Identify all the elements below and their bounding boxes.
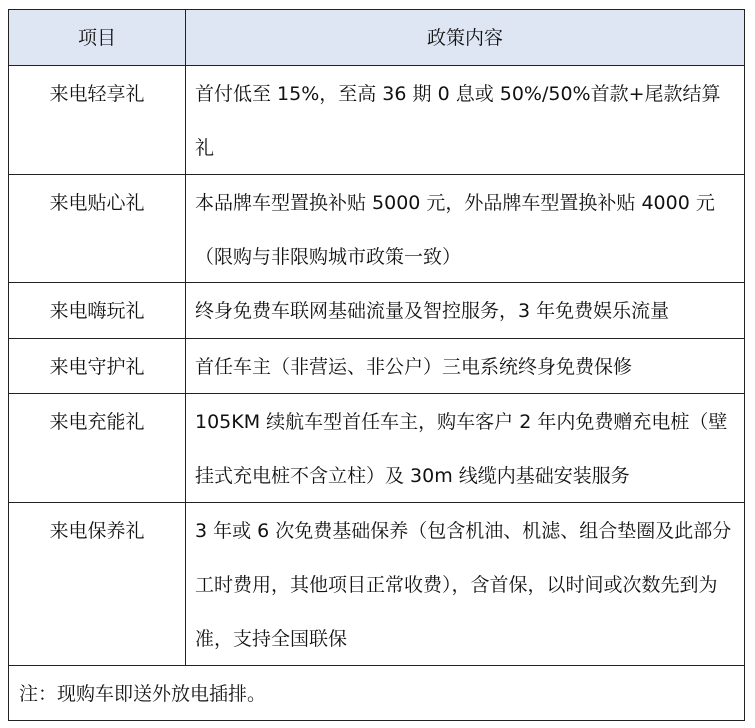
policy-table: [8, 9, 745, 721]
row-item: 来电保养礼: [9, 503, 186, 665]
table-row: [9, 175, 744, 283]
row-item: 来电守护礼: [9, 339, 186, 393]
row-policy: [186, 175, 744, 282]
row-policy: [186, 66, 744, 174]
table-header: [9, 10, 744, 66]
row-policy-text: 105KM 续航车型首任车主，购车客户 2 年内免费赠充电桩（壁挂式充电桩不含立柱）及 30m 线缆内基础安装服务: [195, 411, 728, 487]
row-policy-text: 首任车主（非营运、非公户）三电系统终身免费保修: [195, 356, 633, 378]
row-item: 来电轻享礼: [9, 66, 186, 174]
row-item: 来电贴心礼: [9, 175, 186, 282]
row-policy-text: 本品牌车型置换补贴 5000 元，外品牌车型置换补贴 4000 元（限购与非限购城市政策一致）: [195, 192, 715, 268]
row-item: 来电充能礼: [9, 394, 186, 502]
header-policy: 政策内容: [426, 27, 503, 49]
row-policy: [186, 283, 744, 338]
row-policy-text: 首付低至 15%，至高 36 期 0 息或 50%/50%首款+尾款结算礼: [195, 83, 721, 159]
table-row: [9, 339, 744, 394]
table-note-row: [9, 666, 744, 722]
row-policy-text: 3 年或 6 次免费基础保养（包含机油、机滤、组合垫圈及此部分工时费用，其他项目正常收费），含首保，以时间或次数先到为准，支持全国联保: [195, 520, 732, 650]
table-row: [9, 503, 744, 666]
row-policy: [186, 394, 744, 502]
table-row: [9, 283, 744, 339]
table-note: 注：现购车即送外放电插排。: [19, 683, 267, 705]
row-policy: [186, 339, 744, 393]
header-item: 项目: [9, 10, 186, 65]
table-row: [9, 66, 744, 175]
row-policy: [186, 503, 744, 665]
row-item: 来电嗨玩礼: [9, 283, 186, 338]
table-row: [9, 394, 744, 503]
row-policy-text: 终身免费车联网基础流量及智控服务，3 年免费娱乐流量: [195, 300, 670, 322]
